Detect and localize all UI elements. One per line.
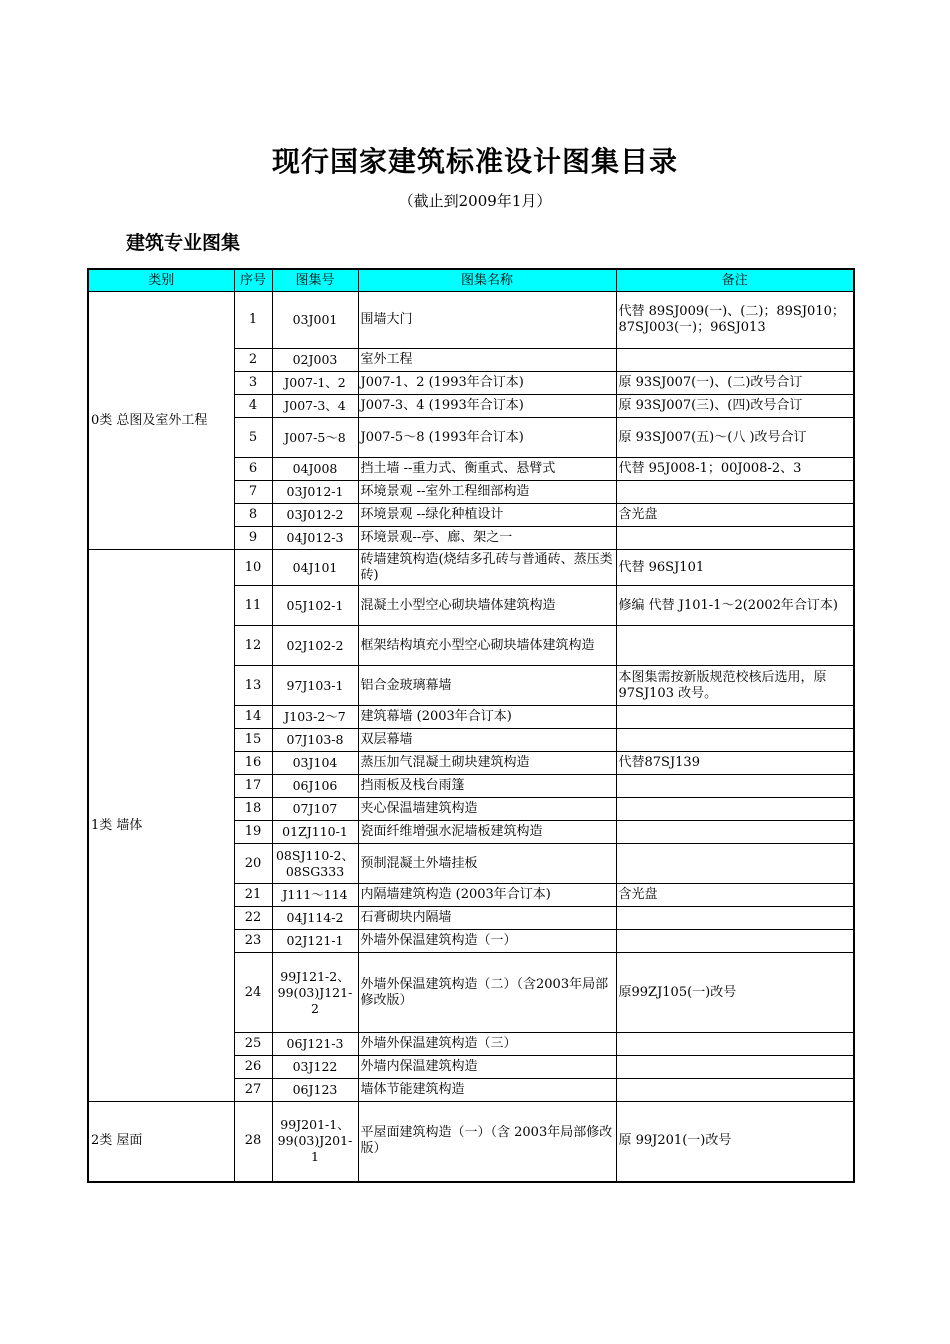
num-cell: 17 bbox=[234, 775, 272, 798]
note-cell: 代替 95J008-1；00J008-2、3 bbox=[616, 458, 854, 481]
note-cell: 原 99J201(一)改号 bbox=[616, 1102, 854, 1182]
table-body bbox=[88, 292, 854, 1182]
name-cell: 建筑幕墙 (2003年合订本) bbox=[358, 706, 616, 729]
note-cell: 代替 89SJ009(一)、(二)；89SJ010；87SJ003(一)；96SJ013 bbox=[616, 292, 854, 349]
name-cell: 外墙外保温建筑构造（二）（含2003年局部修改版） bbox=[358, 953, 616, 1033]
num-cell: 18 bbox=[234, 798, 272, 821]
code-cell: 04J101 bbox=[272, 550, 358, 586]
table-row bbox=[88, 550, 854, 586]
num-cell: 28 bbox=[234, 1102, 272, 1182]
note-cell bbox=[616, 1056, 854, 1079]
name-cell: 预制混凝土外墙挂板 bbox=[358, 844, 616, 884]
header-code: 图集号 bbox=[272, 269, 358, 292]
num-cell: 10 bbox=[234, 550, 272, 586]
num-cell: 11 bbox=[234, 586, 272, 626]
code-cell: 04J008 bbox=[272, 458, 358, 481]
name-cell: 平屋面建筑构造（一）（含 2003年局部修改版） bbox=[358, 1102, 616, 1182]
num-cell: 2 bbox=[234, 349, 272, 372]
note-cell: 代替 96SJ101 bbox=[616, 550, 854, 586]
code-cell: J007-1、2 bbox=[272, 372, 358, 395]
header-category: 类别 bbox=[88, 269, 234, 292]
note-cell: 原 93SJ007(一)、(二)改号合订 bbox=[616, 372, 854, 395]
code-cell: 02J102-2 bbox=[272, 626, 358, 666]
name-cell: 环境景观 --室外工程细部构造 bbox=[358, 481, 616, 504]
name-cell: 环境景观--亭、廊、架之一 bbox=[358, 527, 616, 550]
code-cell: 02J003 bbox=[272, 349, 358, 372]
name-cell: 外墙外保温建筑构造（一） bbox=[358, 930, 616, 953]
note-cell bbox=[616, 1079, 854, 1102]
name-cell: 挡雨板及栈台雨篷 bbox=[358, 775, 616, 798]
name-cell: J007-3、4 (1993年合订本) bbox=[358, 395, 616, 418]
name-cell: 混凝土小型空心砌块墙体建筑构造 bbox=[358, 586, 616, 626]
name-cell: 内隔墙建筑构造 (2003年合订本) bbox=[358, 884, 616, 907]
category-cell: 2类 屋面 bbox=[88, 1102, 234, 1182]
code-cell: 01ZJ110-1 bbox=[272, 821, 358, 844]
code-cell: 06J106 bbox=[272, 775, 358, 798]
note-cell bbox=[616, 706, 854, 729]
name-cell: J007-5～8 (1993年合订本) bbox=[358, 418, 616, 458]
note-cell bbox=[616, 527, 854, 550]
num-cell: 4 bbox=[234, 395, 272, 418]
code-cell: 03J001 bbox=[272, 292, 358, 349]
code-cell: 03J122 bbox=[272, 1056, 358, 1079]
name-cell: 环境景观 --绿化种植设计 bbox=[358, 504, 616, 527]
name-cell: 砖墙建筑构造(烧结多孔砖与普通砖、蒸压类砖) bbox=[358, 550, 616, 586]
note-cell: 修编 代替 J101-1～2(2002年合订本) bbox=[616, 586, 854, 626]
num-cell: 7 bbox=[234, 481, 272, 504]
note-cell: 代替87SJ139 bbox=[616, 752, 854, 775]
code-cell: 02J121-1 bbox=[272, 930, 358, 953]
code-cell: 03J104 bbox=[272, 752, 358, 775]
code-cell: 99J201-1、99(03)J201-1 bbox=[272, 1102, 358, 1182]
section-heading: 建筑专业图集 bbox=[126, 232, 241, 254]
num-cell: 1 bbox=[234, 292, 272, 349]
code-cell: 08SJ110-2、08SG333 bbox=[272, 844, 358, 884]
code-cell: 99J121-2、99(03)J121-2 bbox=[272, 953, 358, 1033]
num-cell: 24 bbox=[234, 953, 272, 1033]
name-cell: 瓷面纤维增强水泥墙板建筑构造 bbox=[358, 821, 616, 844]
name-cell: 石膏砌块内隔墙 bbox=[358, 907, 616, 930]
note-cell bbox=[616, 844, 854, 884]
num-cell: 21 bbox=[234, 884, 272, 907]
name-cell: 围墙大门 bbox=[358, 292, 616, 349]
num-cell: 19 bbox=[234, 821, 272, 844]
num-cell: 6 bbox=[234, 458, 272, 481]
table-row bbox=[88, 292, 854, 349]
num-cell: 27 bbox=[234, 1079, 272, 1102]
name-cell: 墙体节能建筑构造 bbox=[358, 1079, 616, 1102]
code-cell: 06J121-3 bbox=[272, 1033, 358, 1056]
code-cell: 03J012-1 bbox=[272, 481, 358, 504]
num-cell: 13 bbox=[234, 666, 272, 706]
name-cell: J007-1、2 (1993年合订本) bbox=[358, 372, 616, 395]
note-cell bbox=[616, 821, 854, 844]
header-note: 备注 bbox=[616, 269, 854, 292]
note-cell bbox=[616, 907, 854, 930]
num-cell: 20 bbox=[234, 844, 272, 884]
name-cell: 外墙内保温建筑构造 bbox=[358, 1056, 616, 1079]
code-cell: 07J107 bbox=[272, 798, 358, 821]
code-cell: 03J012-2 bbox=[272, 504, 358, 527]
code-cell: 05J102-1 bbox=[272, 586, 358, 626]
header-name: 图集名称 bbox=[358, 269, 616, 292]
num-cell: 22 bbox=[234, 907, 272, 930]
code-cell: 06J123 bbox=[272, 1079, 358, 1102]
num-cell: 15 bbox=[234, 729, 272, 752]
code-cell: J007-5～8 bbox=[272, 418, 358, 458]
header-num: 序号 bbox=[234, 269, 272, 292]
name-cell: 框架结构填充小型空心砌块墙体建筑构造 bbox=[358, 626, 616, 666]
catalog-table bbox=[87, 268, 855, 1183]
code-cell: 97J103-1 bbox=[272, 666, 358, 706]
table-header-row bbox=[88, 269, 854, 292]
note-cell bbox=[616, 775, 854, 798]
code-cell: 07J103-8 bbox=[272, 729, 358, 752]
num-cell: 12 bbox=[234, 626, 272, 666]
num-cell: 9 bbox=[234, 527, 272, 550]
category-cell: 0类 总图及室外工程 bbox=[88, 292, 234, 550]
num-cell: 23 bbox=[234, 930, 272, 953]
note-cell bbox=[616, 626, 854, 666]
num-cell: 25 bbox=[234, 1033, 272, 1056]
name-cell: 外墙外保温建筑构造（三） bbox=[358, 1033, 616, 1056]
note-cell: 原 93SJ007(三)、(四)改号合订 bbox=[616, 395, 854, 418]
note-cell bbox=[616, 930, 854, 953]
name-cell: 蒸压加气混凝土砌块建筑构造 bbox=[358, 752, 616, 775]
code-cell: 04J114-2 bbox=[272, 907, 358, 930]
num-cell: 16 bbox=[234, 752, 272, 775]
code-cell: J007-3、4 bbox=[272, 395, 358, 418]
page-title: 现行国家建筑标准设计图集目录 bbox=[271, 145, 678, 178]
note-cell bbox=[616, 729, 854, 752]
note-cell bbox=[616, 349, 854, 372]
code-cell: 04J012-3 bbox=[272, 527, 358, 550]
name-cell: 铝合金玻璃幕墙 bbox=[358, 666, 616, 706]
table-row bbox=[88, 1102, 854, 1182]
num-cell: 3 bbox=[234, 372, 272, 395]
note-cell bbox=[616, 481, 854, 504]
num-cell: 26 bbox=[234, 1056, 272, 1079]
note-cell bbox=[616, 1033, 854, 1056]
note-cell: 原99ZJ105(一)改号 bbox=[616, 953, 854, 1033]
note-cell: 含光盘 bbox=[616, 884, 854, 907]
num-cell: 14 bbox=[234, 706, 272, 729]
note-cell: 含光盘 bbox=[616, 504, 854, 527]
page-subtitle: （截止到2009年1月） bbox=[398, 192, 552, 210]
name-cell: 挡土墙 --重力式、衡重式、悬臂式 bbox=[358, 458, 616, 481]
code-cell: J111～114 bbox=[272, 884, 358, 907]
name-cell: 室外工程 bbox=[358, 349, 616, 372]
code-cell: J103-2～7 bbox=[272, 706, 358, 729]
note-cell bbox=[616, 798, 854, 821]
num-cell: 5 bbox=[234, 418, 272, 458]
name-cell: 夹心保温墙建筑构造 bbox=[358, 798, 616, 821]
note-cell: 原 93SJ007(五)～(八 )改号合订 bbox=[616, 418, 854, 458]
note-cell: 本图集需按新版规范校核后选用，原97SJ103 改号。 bbox=[616, 666, 854, 706]
category-cell: 1类 墙体 bbox=[88, 550, 234, 1102]
name-cell: 双层幕墙 bbox=[358, 729, 616, 752]
num-cell: 8 bbox=[234, 504, 272, 527]
